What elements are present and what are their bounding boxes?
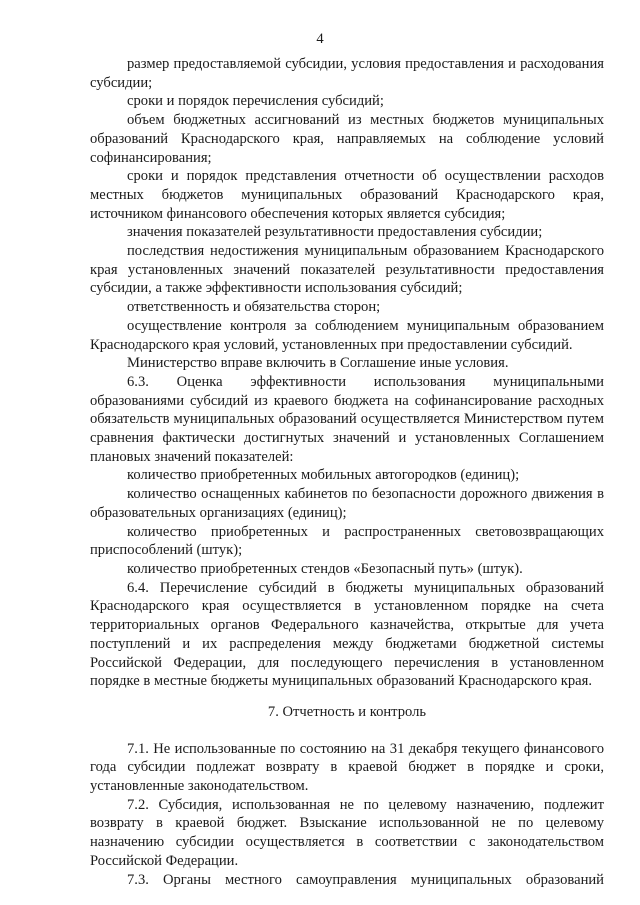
page-number: 4 [316, 31, 324, 47]
paragraph-7-3: 7.3. Органы местного самоуправления муниципальных образований [127, 871, 604, 888]
paragraph-indicator-stands: количество приобретенных стендов «Безопасный путь» (штук). [127, 560, 523, 577]
paragraph-ministry-right: Министерство вправе включить в Соглашение иные условия. [127, 355, 509, 372]
paragraph-indicator-autotowns: количество приобретенных мобильных автогородков (единиц); [127, 467, 520, 484]
section-heading: 7. Отчетность и контроль [267, 703, 427, 720]
paragraph-7-1: 7.1. Не использованные по состоянию на 31 декабря текущего финансового года субсидии подлежат возврату в краевой бюджет в порядке и сроки, установленные законодательством. [90, 740, 604, 795]
paragraph-non-achievement-consequences: последствия недостижения муниципальным образованием Краснодарского края установленных значений показателей результативности предоставления субсидии, а также эффективности использования субсидий; [90, 243, 604, 297]
paragraph-6-3: 6.3. Оценка эффективности использования муниципальными образованиями субсидий из краевого бюджета на софинансирование расходных обязательств муниципальных образований осуществляется Министерством путем сравнения фактически достигнутых значений и установленных Соглашением плановых значений показателей: [90, 373, 604, 465]
paragraph-indicator-reflectors: количество приобретенных и распространенных световозвращающих приспособлений (штук); [90, 523, 604, 559]
paragraph-6-4: 6.4. Перечисление субсидий в бюджеты муниципальных образований Краснодарского края осуществляется в установленном порядке на счета территориальных органов Федерального казначейства, открытые для учета поступлений и их распределения между бюджетами бюджетной системы Российской Федерации, для последующего перечисления в установленном порядке в местные бюджеты муниципальных образований Краснодарского края. [90, 579, 604, 690]
document-body [90, 55, 604, 889]
paragraph-responsibility: ответственность и обязательства сторон; [127, 299, 381, 316]
paragraph-reporting-terms: сроки и порядок представления отчетности об осуществлении расходов местных бюджетов муниципальных образований Краснодарского края, источником финансового обеспечения которых является субсидия; [90, 168, 604, 222]
paragraph-7-2: 7.2. Субсидия, использованная не по целевому назначению, подлежит возврату в краевой бюджет. Взыскание использованной не по целевому назначению субсидии осуществляется в соответствии с законодательством Российской Федерации. [90, 796, 604, 869]
paragraph-performance-indicators: значения показателей результативности предоставления субсидии; [127, 224, 543, 241]
paragraph-subsidy-amount: размер предоставляемой субсидии, условия предоставления и расходования субсидии; [90, 56, 604, 91]
paragraph-budget-allocations: объем бюджетных ассигнований из местных бюджетов муниципальных образований Краснодарского края, направляемых на соблюдение условий софинансирования; [90, 112, 604, 166]
paragraph-transfer-terms: сроки и порядок перечисления субсидий; [127, 93, 384, 110]
paragraph-control: осуществление контроля за соблюдением муниципальным образованием Краснодарского края условий, установленных при предоставлении субсидий. [90, 317, 604, 353]
paragraph-indicator-classrooms: количество оснащенных кабинетов по безопасности дорожного движения в образовательных организациях (единиц); [90, 486, 604, 521]
